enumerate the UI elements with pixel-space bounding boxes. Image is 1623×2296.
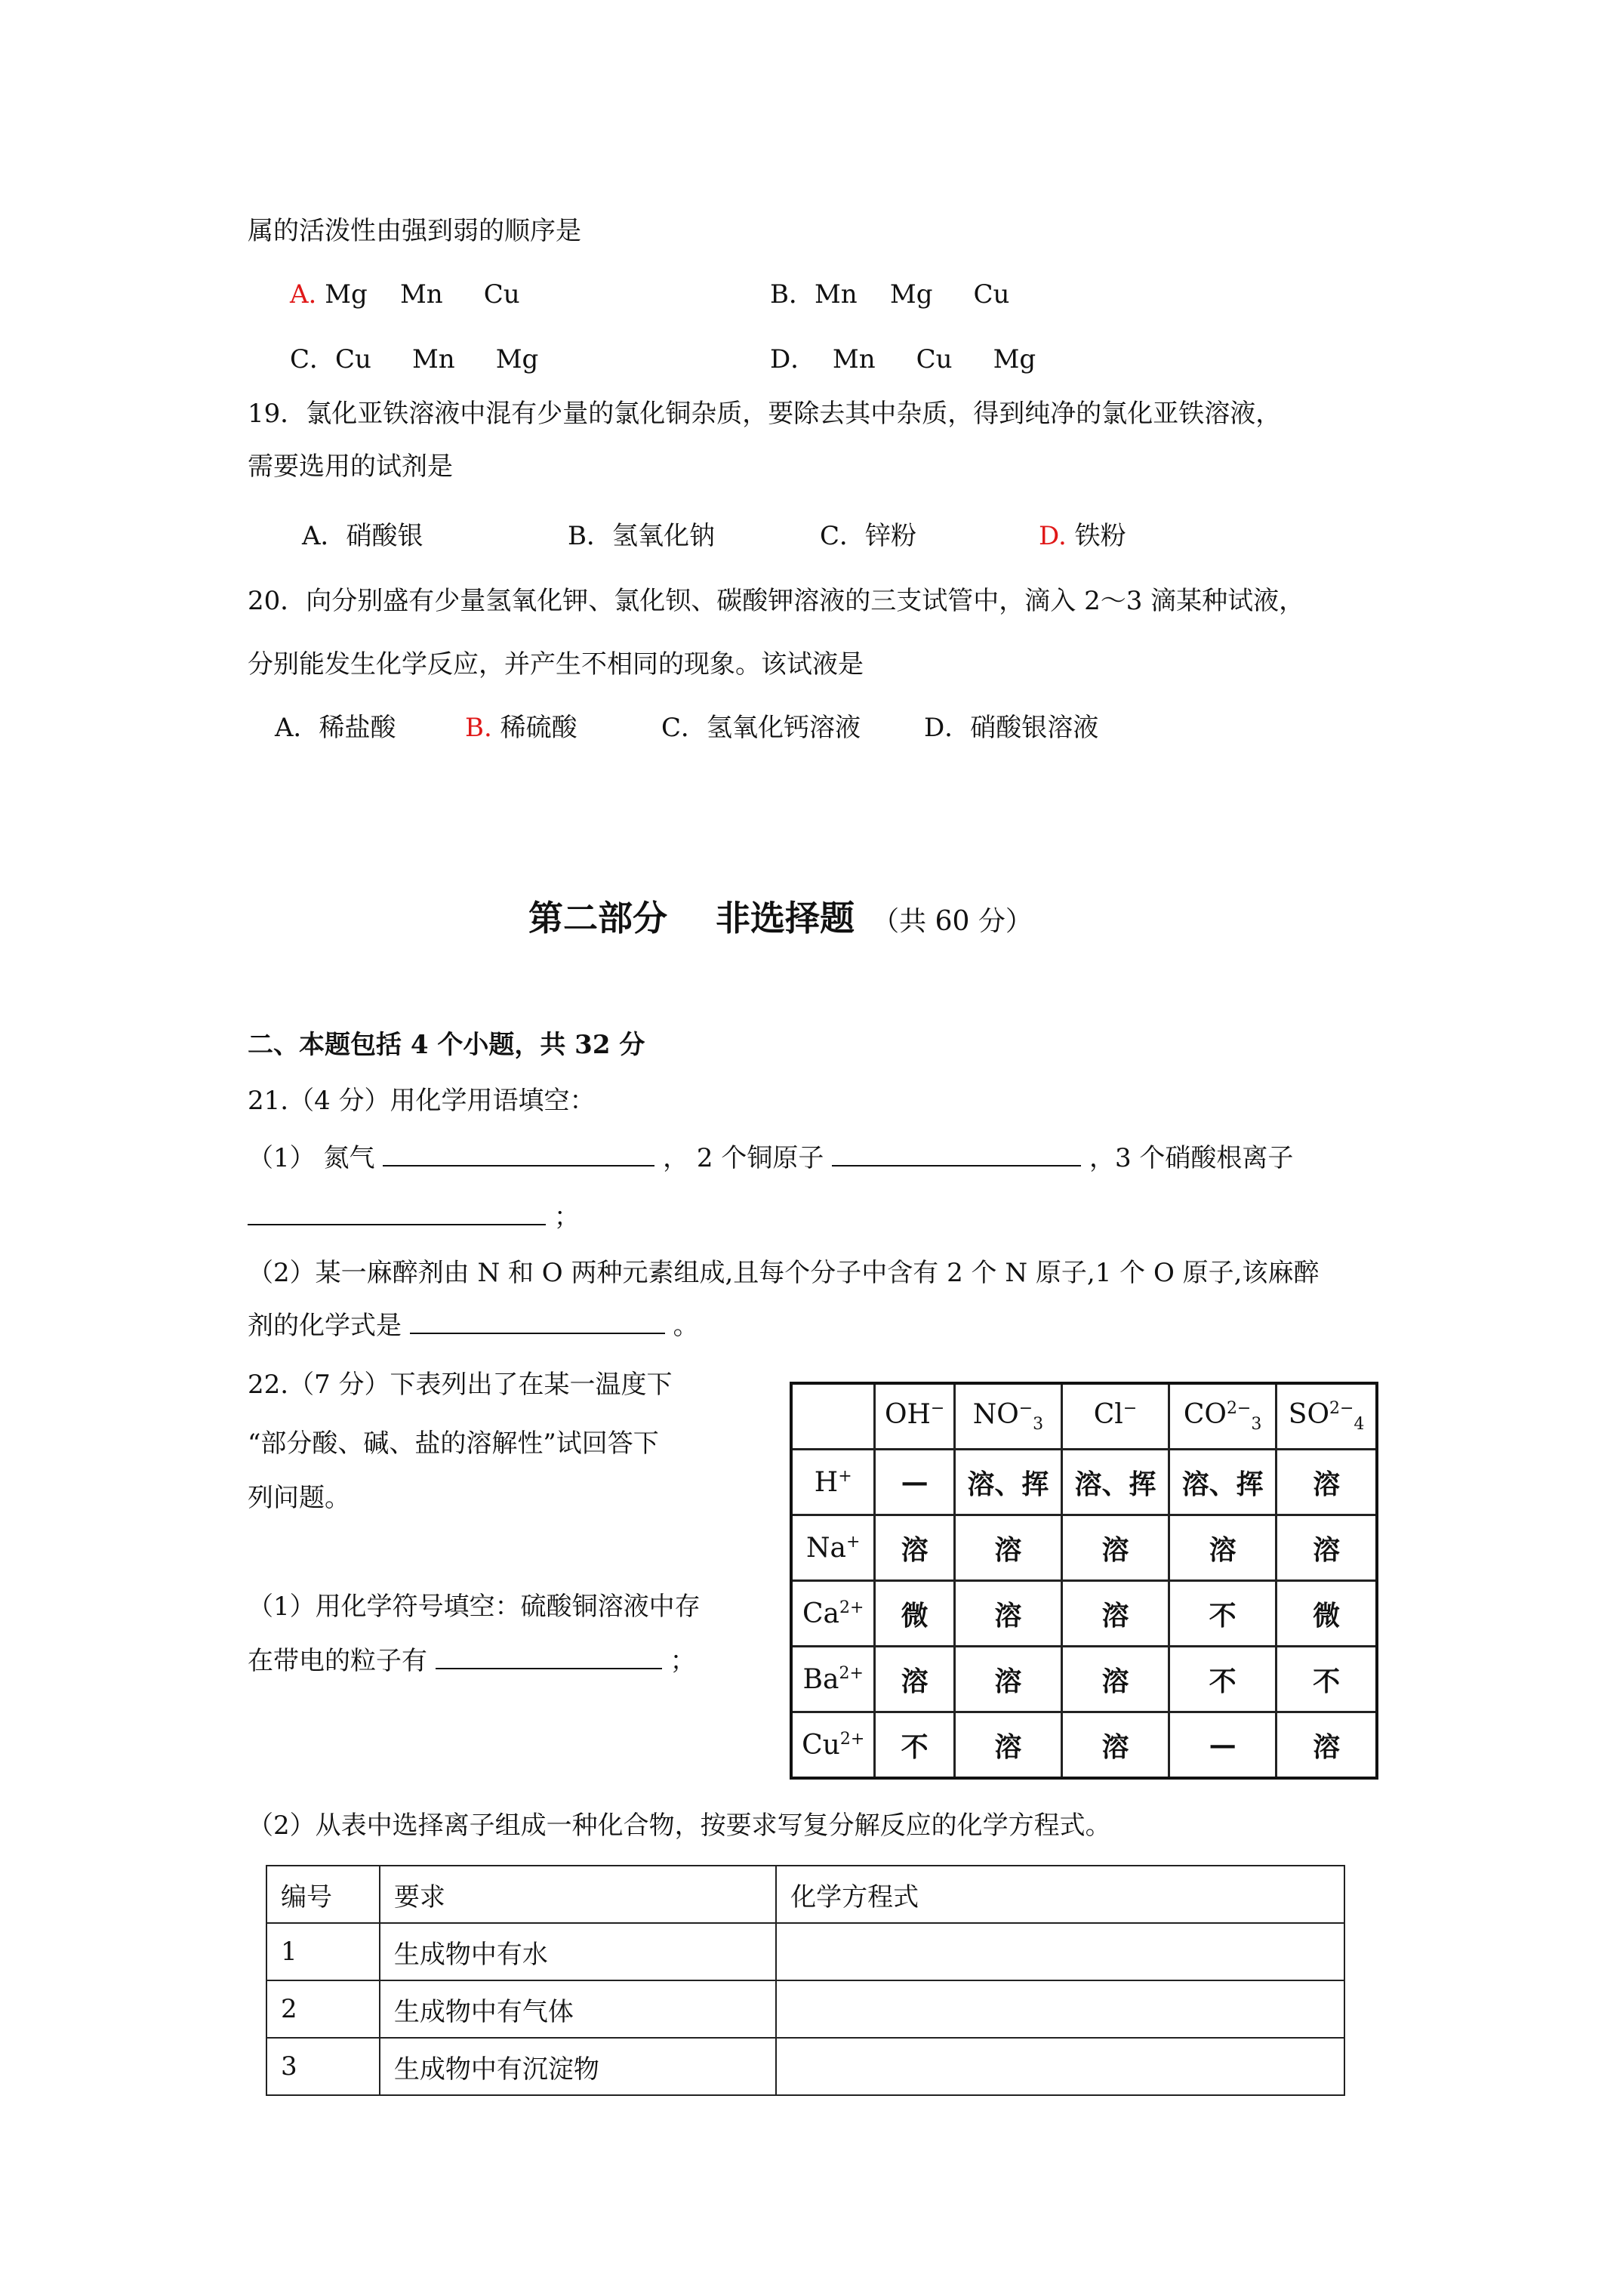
- q21-answer-blank-nitrogen[interactable]: [383, 1142, 654, 1166]
- solubility-cell: 不: [1169, 1581, 1277, 1647]
- q21-part2-text: 剂的化学式是: [248, 1311, 402, 1341]
- solubility-cell: 溶: [954, 1712, 1061, 1779]
- equation-header-number: 编号: [266, 1866, 380, 1923]
- q18-option-a-text: Mg Mn Cu: [325, 279, 520, 310]
- solubility-row: [791, 1515, 1377, 1581]
- section2-heading: 二、本题包括 4 个小题，共 32 分: [248, 1030, 645, 1060]
- q19-option-d: [1039, 519, 1126, 553]
- q21-part1-end: ；: [553, 1202, 580, 1232]
- solubility-cell: 溶、挥: [954, 1450, 1061, 1515]
- solubility-cell: 溶: [1061, 1712, 1169, 1779]
- equation-requirement: 生成物中有沉淀物: [380, 2038, 776, 2095]
- equation-header-row: [266, 1866, 1344, 1923]
- q19-stem-line2: 需要选用的试剂是: [248, 451, 453, 482]
- q18-option-a-letter: A.: [290, 279, 317, 310]
- q20-option-b-text: 稀硫酸: [500, 713, 577, 743]
- q22-stem-line2: “部分酸、碱、盐的溶解性”试回答下: [248, 1428, 659, 1459]
- solubility-cell: 溶: [1277, 1712, 1377, 1779]
- solubility-cell: 不: [1277, 1647, 1377, 1712]
- q19-option-c: C．锌粉: [820, 521, 917, 551]
- q21-answer-blank-copper[interactable]: [832, 1142, 1081, 1166]
- q22-part2: （2）从表中选择离子组成一种化合物，按要求写复分解反应的化学方程式。: [248, 1811, 1111, 1841]
- anion-header: $NO^-_3$: [954, 1383, 1061, 1450]
- q22-stem-line1: 22.（7 分）下表列出了在某一温度下: [248, 1370, 673, 1400]
- equation-number: 3: [266, 2038, 380, 2095]
- part2-title: 第二部分 非选择题: [528, 898, 855, 938]
- anion-header: OH−: [875, 1383, 954, 1450]
- part2-score: （共 60 分）: [872, 906, 1033, 937]
- solubility-table: [790, 1382, 1378, 1780]
- q20-option-d: D．硝酸银溶液: [924, 713, 1099, 743]
- solubility-cell: 不: [875, 1712, 954, 1779]
- solubility-cell: 溶: [1061, 1647, 1169, 1712]
- solubility-cell: 溶: [954, 1581, 1061, 1647]
- q22-part1-end: ；: [670, 1646, 696, 1676]
- solubility-row: [791, 1450, 1377, 1515]
- q21-part2-line2: [248, 1309, 699, 1342]
- q18-option-d: D． Mn Cu Mg: [770, 344, 1036, 374]
- part2-heading: [528, 891, 1033, 941]
- solubility-cell: 溶: [1277, 1515, 1377, 1581]
- equation-requirement: 生成物中有气体: [380, 1980, 776, 2038]
- q18-option-c: C．Cu Mn Mg: [290, 344, 539, 374]
- solubility-cell: 微: [1277, 1581, 1377, 1647]
- q18-option-a: [290, 278, 520, 311]
- equation-answer-cell[interactable]: [776, 1923, 1344, 1980]
- solubility-cell: 不: [1169, 1647, 1277, 1712]
- solubility-row: [791, 1581, 1377, 1647]
- q20-option-c: C．氢氧化钙溶液: [661, 713, 861, 743]
- q22-part1-line1: （1）用化学符号填空：硫酸铜溶液中存: [248, 1592, 701, 1622]
- solubility-row: [791, 1712, 1377, 1779]
- anion-header: Cl−: [1061, 1383, 1169, 1450]
- cation-header: Na+: [791, 1515, 875, 1581]
- q21-part1-nitrate: ，3 个硝酸根离子: [1089, 1143, 1294, 1173]
- q21-part1-copper: ， 2 个铜原子: [663, 1143, 824, 1173]
- cation-header: $Ba^{2+}$: [791, 1647, 875, 1712]
- q19-option-d-letter: D.: [1039, 521, 1067, 551]
- equation-requirement: 生成物中有水: [380, 1923, 776, 1980]
- q18-stem: 属的活泼性由强到弱的顺序是: [248, 216, 581, 246]
- q22-answer-blank-ions[interactable]: [436, 1645, 662, 1669]
- solubility-corner-cell: [791, 1383, 875, 1450]
- solubility-cell: —: [1169, 1712, 1277, 1779]
- equation-table: [266, 1865, 1345, 2096]
- q20-option-b: [465, 711, 577, 744]
- q19-option-a: A．硝酸银: [302, 521, 423, 551]
- equation-header-equation: 化学方程式: [776, 1866, 1344, 1923]
- equation-number: 2: [266, 1980, 380, 2038]
- q22-part1-line2: [248, 1644, 696, 1678]
- equation-header-requirement: 要求: [380, 1866, 776, 1923]
- solubility-cell: 溶: [954, 1647, 1061, 1712]
- cation-header: H+: [791, 1450, 875, 1515]
- solubility-cell: 溶、挥: [1061, 1450, 1169, 1515]
- solubility-cell: 溶: [954, 1515, 1061, 1581]
- anion-header: $SO^{2-}_4$: [1277, 1383, 1377, 1450]
- solubility-cell: 溶: [1277, 1450, 1377, 1515]
- q21-part2-end: 。: [673, 1311, 699, 1341]
- equation-row: [266, 1923, 1344, 1980]
- solubility-cell: 溶: [875, 1515, 954, 1581]
- solubility-cell: 溶、挥: [1169, 1450, 1277, 1515]
- q22-stem-line3: 列问题。: [248, 1483, 350, 1513]
- q19-option-b: B．氢氧化钠: [568, 521, 715, 551]
- solubility-cell: 溶: [875, 1647, 954, 1712]
- equation-number: 1: [266, 1923, 380, 1980]
- cation-header: $Ca^{2+}$: [791, 1581, 875, 1647]
- q19-stem-line1: 19．氯化亚铁溶液中混有少量的氯化铜杂质，要除去其中杂质，得到纯净的氯化亚铁溶液，: [248, 399, 1282, 429]
- q21-part1-cont: [248, 1200, 580, 1234]
- q20-stem-line2: 分别能发生化学反应，并产生不相同的现象。该试液是: [248, 649, 864, 680]
- equation-answer-cell[interactable]: [776, 1980, 1344, 2038]
- q20-option-b-letter: B.: [465, 713, 492, 743]
- q21-answer-blank-formula[interactable]: [410, 1310, 665, 1334]
- q21-answer-blank-nitrate[interactable]: [248, 1201, 546, 1225]
- solubility-header-row: [791, 1383, 1377, 1450]
- q21-part2-line1: （2）某一麻醉剂由 N 和 O 两种元素组成,且每个分子中含有 2 个 N 原子,1 个 O 原子,该麻醉: [248, 1258, 1320, 1288]
- q21-stem: 21.（4 分）用化学用语填空：: [248, 1086, 596, 1116]
- solubility-cell: 微: [875, 1581, 954, 1647]
- q21-part1-nitrogen: （1） 氮气: [248, 1143, 375, 1173]
- equation-answer-cell[interactable]: [776, 2038, 1344, 2095]
- equation-row: [266, 2038, 1344, 2095]
- equation-row: [266, 1980, 1344, 2038]
- q19-option-d-text: 铁粉: [1074, 521, 1126, 551]
- q20-option-a: A．稀盐酸: [275, 713, 396, 743]
- anion-header: $CO^{2-}_3$: [1169, 1383, 1277, 1450]
- solubility-cell: 溶: [1061, 1515, 1169, 1581]
- solubility-cell: —: [875, 1450, 954, 1515]
- q21-part1: [248, 1142, 1293, 1175]
- cation-header: $Cu^{2+}$: [791, 1712, 875, 1779]
- q22-part1-text: 在带电的粒子有: [248, 1646, 427, 1676]
- q20-stem-line1: 20．向分别盛有少量氢氧化钾、氯化钡、碳酸钾溶液的三支试管中，滴入 2～3 滴某种试液，: [248, 586, 1305, 616]
- solubility-row: [791, 1647, 1377, 1712]
- solubility-cell: 溶: [1169, 1515, 1277, 1581]
- solubility-cell: 溶: [1061, 1581, 1169, 1647]
- q18-option-b: B．Mn Mg Cu: [770, 279, 1010, 310]
